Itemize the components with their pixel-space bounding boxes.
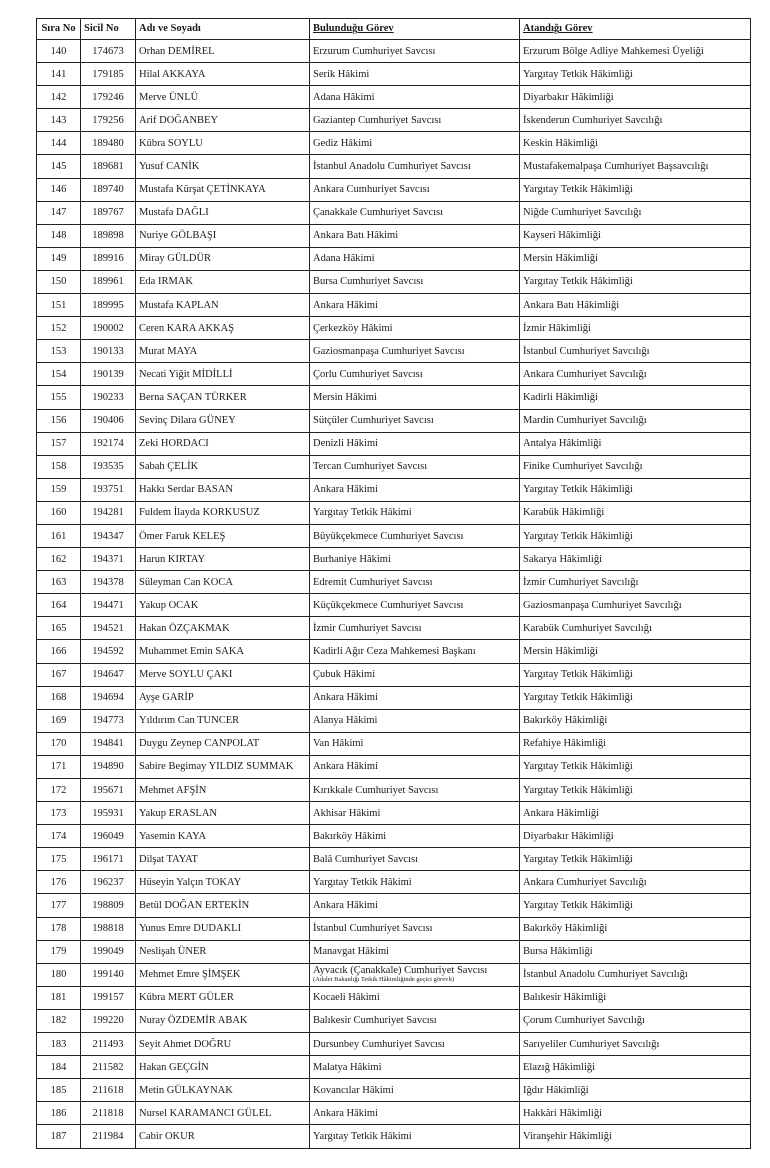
cell-sira-no: 173 xyxy=(37,802,81,825)
table-row xyxy=(37,1009,751,1032)
cell-assigned-post: Yargıtay Tetkik Hâkimliği xyxy=(520,663,751,686)
cell-sira-no: 160 xyxy=(37,501,81,524)
cell-sicil-no: 198809 xyxy=(81,894,136,917)
cell-name: Mustafa KAPLAN xyxy=(136,294,310,317)
cell-assigned-post: İstanbul Cumhuriyet Savcılığı xyxy=(520,340,751,363)
table-row xyxy=(37,594,751,617)
table-row xyxy=(37,363,751,386)
cell-name: Metin GÜLKAYNAK xyxy=(136,1079,310,1102)
cell-sicil-no: 194592 xyxy=(81,640,136,663)
cell-sira-no: 168 xyxy=(37,686,81,709)
cell-sira-no: 151 xyxy=(37,294,81,317)
header-sicil-no: Sicil No xyxy=(81,19,136,40)
cell-name: Mehmet AFŞİN xyxy=(136,779,310,802)
cell-sicil-no: 189995 xyxy=(81,294,136,317)
cell-assigned-post: Çorum Cumhuriyet Savcılığı xyxy=(520,1009,751,1032)
cell-assigned-post: Mardin Cumhuriyet Savcılığı xyxy=(520,409,751,432)
cell-assigned-post: Bursa Hâkimliği xyxy=(520,940,751,963)
cell-assigned-post: Yargıtay Tetkik Hâkimliği xyxy=(520,63,751,86)
cell-sira-no: 176 xyxy=(37,871,81,894)
cell-name: Sabire Begimay YILDIZ SUMMAK xyxy=(136,755,310,778)
table-row xyxy=(37,871,751,894)
cell-current-post: Erzurum Cumhuriyet Savcısı xyxy=(310,40,520,63)
cell-sicil-no: 194347 xyxy=(81,524,136,547)
cell-sira-no: 171 xyxy=(37,755,81,778)
cell-sira-no: 183 xyxy=(37,1033,81,1056)
table-row xyxy=(37,917,751,940)
cell-sicil-no: 193535 xyxy=(81,455,136,478)
cell-sira-no: 161 xyxy=(37,524,81,547)
cell-name: Ömer Faruk KELEŞ xyxy=(136,524,310,547)
table-row xyxy=(37,940,751,963)
cell-assigned-post: Erzurum Bölge Adliye Mahkemesi Üyeliği xyxy=(520,40,751,63)
header-current-post: Bulunduğu Görev xyxy=(310,19,520,40)
cell-current-post: Balâ Cumhuriyet Savcısı xyxy=(310,848,520,871)
cell-current-post: Gediz Hâkimi xyxy=(310,132,520,155)
table-row xyxy=(37,1079,751,1102)
table-row xyxy=(37,201,751,224)
cell-sicil-no: 190139 xyxy=(81,363,136,386)
cell-sicil-no: 196171 xyxy=(81,848,136,871)
cell-assigned-post: Yargıtay Tetkik Hâkimliği xyxy=(520,755,751,778)
cell-name: Betül DOĞAN ERTEKİN xyxy=(136,894,310,917)
cell-name: Harun KIRTAY xyxy=(136,548,310,571)
cell-current-post: Dursunbey Cumhuriyet Savcısı xyxy=(310,1033,520,1056)
table-row xyxy=(37,548,751,571)
cell-current-post: Bakırköy Hâkimi xyxy=(310,825,520,848)
cell-current-post: Ankara Hâkimi xyxy=(310,1102,520,1125)
cell-sira-no: 167 xyxy=(37,663,81,686)
cell-current-post: Kovancılar Hâkimi xyxy=(310,1079,520,1102)
table-row xyxy=(37,294,751,317)
cell-current-post: Burhaniye Hâkimi xyxy=(310,548,520,571)
cell-assigned-post: Sarıyeliler Cumhuriyet Savcılığı xyxy=(520,1033,751,1056)
cell-current-post: Büyükçekmece Cumhuriyet Savcısı xyxy=(310,524,520,547)
cell-name: Sabah ÇELİK xyxy=(136,455,310,478)
cell-sicil-no: 194471 xyxy=(81,594,136,617)
cell-current-post: Serik Hâkimi xyxy=(310,63,520,86)
cell-sicil-no: 194773 xyxy=(81,709,136,732)
table-row xyxy=(37,386,751,409)
cell-assigned-post: Bakırköy Hâkimliği xyxy=(520,709,751,732)
cell-assigned-post: Viranşehir Hâkimliği xyxy=(520,1125,751,1148)
cell-name: Nursel KARAMANCI GÜLEL xyxy=(136,1102,310,1125)
cell-current-post: Yargıtay Tetkik Hâkimi xyxy=(310,1125,520,1148)
cell-sicil-no: 199140 xyxy=(81,963,136,986)
cell-current-post: Bursa Cumhuriyet Savcısı xyxy=(310,270,520,293)
cell-sicil-no: 190233 xyxy=(81,386,136,409)
cell-name: Mustafa Kürşat ÇETİNKAYA xyxy=(136,178,310,201)
cell-sicil-no: 189916 xyxy=(81,247,136,270)
cell-assigned-post: Mersin Hâkimliği xyxy=(520,640,751,663)
cell-current-post: Gaziantep Cumhuriyet Savcısı xyxy=(310,109,520,132)
cell-name: Muhammet Emin SAKA xyxy=(136,640,310,663)
cell-name: Ceren KARA AKKAŞ xyxy=(136,317,310,340)
cell-name: Yunus Emre DUDAKLI xyxy=(136,917,310,940)
cell-sicil-no: 194694 xyxy=(81,686,136,709)
cell-name: Hakan ÖZÇAKMAK xyxy=(136,617,310,640)
cell-sicil-no: 198818 xyxy=(81,917,136,940)
cell-current-post: Akhisar Hâkimi xyxy=(310,802,520,825)
cell-sira-no: 166 xyxy=(37,640,81,663)
cell-sicil-no: 192174 xyxy=(81,432,136,455)
cell-name: Merve SOYLU ÇAKI xyxy=(136,663,310,686)
cell-sira-no: 144 xyxy=(37,132,81,155)
cell-current-post: İzmir Cumhuriyet Savcısı xyxy=(310,617,520,640)
cell-sira-no: 149 xyxy=(37,247,81,270)
cell-sira-no: 159 xyxy=(37,478,81,501)
cell-sicil-no: 174673 xyxy=(81,40,136,63)
cell-name: Mehmet Emre ŞİMŞEK xyxy=(136,963,310,986)
table-row xyxy=(37,63,751,86)
table-row xyxy=(37,1033,751,1056)
cell-assigned-post: İstanbul Anadolu Cumhuriyet Savcılığı xyxy=(520,963,751,986)
cell-sira-no: 145 xyxy=(37,155,81,178)
cell-current-post: Adana Hâkimi xyxy=(310,247,520,270)
cell-sira-no: 148 xyxy=(37,224,81,247)
cell-assigned-post: Yargıtay Tetkik Hâkimliği xyxy=(520,848,751,871)
cell-name: Seyit Ahmet DOĞRU xyxy=(136,1033,310,1056)
cell-name: Arif DOĞANBEY xyxy=(136,109,310,132)
table-row xyxy=(37,224,751,247)
cell-name: Dilşat TAYAT xyxy=(136,848,310,871)
cell-name: Hakan GEÇGİN xyxy=(136,1056,310,1079)
cell-name: Fuldem İlayda KORKUSUZ xyxy=(136,501,310,524)
cell-sira-no: 172 xyxy=(37,779,81,802)
cell-sira-no: 162 xyxy=(37,548,81,571)
cell-assigned-post: Elazığ Hâkimliği xyxy=(520,1056,751,1079)
cell-name: Hilal AKKAYA xyxy=(136,63,310,86)
table-row xyxy=(37,986,751,1009)
cell-sira-no: 187 xyxy=(37,1125,81,1148)
cell-sira-no: 170 xyxy=(37,732,81,755)
cell-name: Süleyman Can KOCA xyxy=(136,571,310,594)
cell-current-post: Ankara Batı Hâkimi xyxy=(310,224,520,247)
table-row xyxy=(37,779,751,802)
cell-sira-no: 140 xyxy=(37,40,81,63)
table-row xyxy=(37,732,751,755)
cell-assigned-post: Ankara Batı Hâkimliği xyxy=(520,294,751,317)
header-assigned-post: Atandığı Görev xyxy=(520,19,751,40)
cell-current-post: Çerkezköy Hâkimi xyxy=(310,317,520,340)
cell-assigned-post: İzmir Cumhuriyet Savcılığı xyxy=(520,571,751,594)
cell-sira-no: 169 xyxy=(37,709,81,732)
cell-sicil-no: 189767 xyxy=(81,201,136,224)
table-row xyxy=(37,409,751,432)
cell-name: Kübra SOYLU xyxy=(136,132,310,155)
table-row xyxy=(37,455,751,478)
cell-current-post: Malatya Hâkimi xyxy=(310,1056,520,1079)
cell-name: Zeki HORDACI xyxy=(136,432,310,455)
cell-assigned-post: Balıkesir Hâkimliği xyxy=(520,986,751,1009)
cell-sicil-no: 179256 xyxy=(81,109,136,132)
cell-sira-no: 178 xyxy=(37,917,81,940)
cell-sira-no: 165 xyxy=(37,617,81,640)
cell-sira-no: 152 xyxy=(37,317,81,340)
cell-current-post: Tercan Cumhuriyet Savcısı xyxy=(310,455,520,478)
cell-current-post: Kırıkkale Cumhuriyet Savcısı xyxy=(310,779,520,802)
table-row xyxy=(37,524,751,547)
cell-assigned-post: Mersin Hâkimliği xyxy=(520,247,751,270)
cell-sicil-no: 194647 xyxy=(81,663,136,686)
cell-sicil-no: 194378 xyxy=(81,571,136,594)
cell-sira-no: 142 xyxy=(37,86,81,109)
cell-sicil-no: 190133 xyxy=(81,340,136,363)
cell-name: Berna SAÇAN TÜRKER xyxy=(136,386,310,409)
cell-current-post: Ankara Hâkimi xyxy=(310,894,520,917)
cell-sira-no: 180 xyxy=(37,963,81,986)
cell-assigned-post: Yargıtay Tetkik Hâkimliği xyxy=(520,270,751,293)
cell-assigned-post: Ankara Cumhuriyet Savcılığı xyxy=(520,363,751,386)
cell-current-post: Alanya Hâkimi xyxy=(310,709,520,732)
cell-current-post: İstanbul Cumhuriyet Savcısı xyxy=(310,917,520,940)
cell-name: Necati Yiğit MİDİLLİ xyxy=(136,363,310,386)
cell-sicil-no: 194521 xyxy=(81,617,136,640)
table-body xyxy=(37,40,751,1149)
cell-sira-no: 147 xyxy=(37,201,81,224)
table-row xyxy=(37,317,751,340)
table-row xyxy=(37,755,751,778)
cell-assigned-post: Yargıtay Tetkik Hâkimliği xyxy=(520,894,751,917)
cell-sira-no: 156 xyxy=(37,409,81,432)
table-row xyxy=(37,270,751,293)
cell-assigned-post: Yargıtay Tetkik Hâkimliği xyxy=(520,779,751,802)
cell-name: Nuriye GÖLBAŞI xyxy=(136,224,310,247)
cell-sicil-no: 211618 xyxy=(81,1079,136,1102)
table-row xyxy=(37,663,751,686)
table-row xyxy=(37,617,751,640)
table-row xyxy=(37,640,751,663)
cell-current-post: Küçükçekmece Cumhuriyet Savcısı xyxy=(310,594,520,617)
table-row xyxy=(37,478,751,501)
cell-assigned-post: Finike Cumhuriyet Savcılığı xyxy=(520,455,751,478)
cell-current-post: Yargıtay Tetkik Hâkimi xyxy=(310,871,520,894)
cell-current-post: İstanbul Anadolu Cumhuriyet Savcısı xyxy=(310,155,520,178)
cell-current-post: Yargıtay Tetkik Hâkimi xyxy=(310,501,520,524)
cell-assigned-post: Refahiye Hâkimliği xyxy=(520,732,751,755)
cell-sira-no: 158 xyxy=(37,455,81,478)
cell-sicil-no: 189480 xyxy=(81,132,136,155)
cell-sicil-no: 195931 xyxy=(81,802,136,825)
cell-name: Yakup OCAK xyxy=(136,594,310,617)
cell-name: Hakkı Serdar BASAN xyxy=(136,478,310,501)
cell-assigned-post: Niğde Cumhuriyet Savcılığı xyxy=(520,201,751,224)
cell-assigned-post: Bakırköy Hâkimliği xyxy=(520,917,751,940)
cell-sira-no: 186 xyxy=(37,1102,81,1125)
cell-current-post: Kadirli Ağır Ceza Mahkemesi Başkanı xyxy=(310,640,520,663)
cell-current-post xyxy=(310,963,520,986)
cell-sicil-no: 190406 xyxy=(81,409,136,432)
cell-sicil-no: 189898 xyxy=(81,224,136,247)
current-post-note: (Adalet Bakanlığı Tetkik Hâkimliğinde geçici görevli) xyxy=(313,976,455,984)
cell-assigned-post: Ankara Hâkimliği xyxy=(520,802,751,825)
table-row xyxy=(37,247,751,270)
cell-current-post: Denizli Hâkimi xyxy=(310,432,520,455)
cell-current-post: Ankara Hâkimi xyxy=(310,294,520,317)
cell-assigned-post: Karabük Cumhuriyet Savcılığı xyxy=(520,617,751,640)
cell-assigned-post: Kayseri Hâkimliği xyxy=(520,224,751,247)
cell-name: Yasemin KAYA xyxy=(136,825,310,848)
cell-assigned-post: Karabük Hâkimliği xyxy=(520,501,751,524)
cell-assigned-post: Iğdır Hâkimliği xyxy=(520,1079,751,1102)
cell-current-post: Ankara Hâkimi xyxy=(310,478,520,501)
table-row xyxy=(37,501,751,524)
cell-current-post: Gaziosmanpaşa Cumhuriyet Savcısı xyxy=(310,340,520,363)
cell-sicil-no: 190002 xyxy=(81,317,136,340)
cell-name: Miray GÜLDÜR xyxy=(136,247,310,270)
table-row xyxy=(37,340,751,363)
cell-current-post: Manavgat Hâkimi xyxy=(310,940,520,963)
cell-sicil-no: 189681 xyxy=(81,155,136,178)
table-row xyxy=(37,894,751,917)
cell-assigned-post: Keskin Hâkimliği xyxy=(520,132,751,155)
cell-assigned-post: Sakarya Hâkimliği xyxy=(520,548,751,571)
cell-sira-no: 164 xyxy=(37,594,81,617)
cell-sicil-no: 196049 xyxy=(81,825,136,848)
cell-sicil-no: 211582 xyxy=(81,1056,136,1079)
cell-sira-no: 185 xyxy=(37,1079,81,1102)
cell-sicil-no: 194841 xyxy=(81,732,136,755)
cell-sira-no: 143 xyxy=(37,109,81,132)
cell-sira-no: 174 xyxy=(37,825,81,848)
cell-sira-no: 150 xyxy=(37,270,81,293)
cell-assigned-post: Hakkâri Hâkimliği xyxy=(520,1102,751,1125)
cell-sira-no: 153 xyxy=(37,340,81,363)
table-row xyxy=(37,132,751,155)
cell-current-post: Ankara Cumhuriyet Savcısı xyxy=(310,178,520,201)
table-row xyxy=(37,571,751,594)
cell-current-post: Ankara Hâkimi xyxy=(310,686,520,709)
cell-assigned-post: Yargıtay Tetkik Hâkimliği xyxy=(520,478,751,501)
cell-sicil-no: 211984 xyxy=(81,1125,136,1148)
table-row xyxy=(37,155,751,178)
header-sira-no: Sıra No xyxy=(37,19,81,40)
cell-name: Orhan DEMİREL xyxy=(136,40,310,63)
cell-sicil-no: 199049 xyxy=(81,940,136,963)
cell-assigned-post: Kadirli Hâkimliği xyxy=(520,386,751,409)
cell-assigned-post: İskenderun Cumhuriyet Savcılığı xyxy=(520,109,751,132)
cell-sicil-no: 211493 xyxy=(81,1033,136,1056)
cell-sicil-no: 189961 xyxy=(81,270,136,293)
appointment-table xyxy=(36,18,751,1149)
cell-current-post: Mersin Hâkimi xyxy=(310,386,520,409)
table-row xyxy=(37,432,751,455)
cell-name: Nuray ÖZDEMİR ABAK xyxy=(136,1009,310,1032)
cell-sira-no: 157 xyxy=(37,432,81,455)
cell-sicil-no: 194281 xyxy=(81,501,136,524)
table-row xyxy=(37,709,751,732)
cell-sira-no: 146 xyxy=(37,178,81,201)
cell-name: Murat MAYA xyxy=(136,340,310,363)
cell-sicil-no: 194890 xyxy=(81,755,136,778)
table-row xyxy=(37,1102,751,1125)
table-row xyxy=(37,1125,751,1148)
cell-sira-no: 141 xyxy=(37,63,81,86)
cell-sira-no: 182 xyxy=(37,1009,81,1032)
cell-name: Mustafa DAĞLI xyxy=(136,201,310,224)
table-row xyxy=(37,178,751,201)
cell-current-post: Edremit Cumhuriyet Savcısı xyxy=(310,571,520,594)
cell-assigned-post: İzmir Hâkimliği xyxy=(520,317,751,340)
cell-current-post: Ankara Hâkimi xyxy=(310,755,520,778)
table-row xyxy=(37,802,751,825)
cell-sicil-no: 189740 xyxy=(81,178,136,201)
cell-assigned-post: Diyarbakır Hâkimliği xyxy=(520,86,751,109)
cell-sira-no: 175 xyxy=(37,848,81,871)
cell-name: Neslişah ÜNER xyxy=(136,940,310,963)
cell-name: Cabir OKUR xyxy=(136,1125,310,1148)
cell-name: Hüseyin Yalçın TOKAY xyxy=(136,871,310,894)
table-row xyxy=(37,86,751,109)
cell-assigned-post: Mustafakemalpaşa Cumhuriyet Başsavcılığı xyxy=(520,155,751,178)
cell-name: Merve ÜNLÜ xyxy=(136,86,310,109)
cell-sicil-no: 179185 xyxy=(81,63,136,86)
cell-sicil-no: 193751 xyxy=(81,478,136,501)
cell-assigned-post: Antalya Hâkimliği xyxy=(520,432,751,455)
cell-current-post: Kocaeli Hâkimi xyxy=(310,986,520,1009)
cell-current-post: Çorlu Cumhuriyet Savcısı xyxy=(310,363,520,386)
table-row xyxy=(37,1056,751,1079)
cell-sira-no: 155 xyxy=(37,386,81,409)
cell-sira-no: 181 xyxy=(37,986,81,1009)
cell-name: Yusuf CANİK xyxy=(136,155,310,178)
cell-sicil-no: 195671 xyxy=(81,779,136,802)
cell-name: Duygu Zeynep CANPOLAT xyxy=(136,732,310,755)
cell-name: Kübra MERT GÜLER xyxy=(136,986,310,1009)
cell-sira-no: 177 xyxy=(37,894,81,917)
cell-assigned-post: Diyarbakır Hâkimliği xyxy=(520,825,751,848)
cell-sicil-no: 199220 xyxy=(81,1009,136,1032)
cell-assigned-post: Yargıtay Tetkik Hâkimliği xyxy=(520,178,751,201)
cell-assigned-post: Yargıtay Tetkik Hâkimliği xyxy=(520,524,751,547)
cell-assigned-post: Ankara Cumhuriyet Savcılığı xyxy=(520,871,751,894)
cell-current-post: Balıkesir Cumhuriyet Savcısı xyxy=(310,1009,520,1032)
cell-sira-no: 179 xyxy=(37,940,81,963)
table-row xyxy=(37,848,751,871)
cell-current-post: Çubuk Hâkimi xyxy=(310,663,520,686)
cell-sira-no: 184 xyxy=(37,1056,81,1079)
cell-name: Sevinç Dilara GÜNEY xyxy=(136,409,310,432)
cell-current-post: Adana Hâkimi xyxy=(310,86,520,109)
table-row xyxy=(37,686,751,709)
cell-assigned-post: Gaziosmanpaşa Cumhuriyet Savcılığı xyxy=(520,594,751,617)
cell-sicil-no: 194371 xyxy=(81,548,136,571)
table-row xyxy=(37,825,751,848)
cell-sicil-no: 211818 xyxy=(81,1102,136,1125)
cell-sira-no: 154 xyxy=(37,363,81,386)
current-post-text: Ayvacık (Çanakkale) Cumhuriyet Savcısı xyxy=(313,965,488,977)
cell-sicil-no: 199157 xyxy=(81,986,136,1009)
table-row xyxy=(37,963,751,986)
table-row xyxy=(37,40,751,63)
header-row xyxy=(37,19,751,40)
cell-sira-no: 163 xyxy=(37,571,81,594)
table-row xyxy=(37,109,751,132)
cell-name: Yıldırım Can TUNCER xyxy=(136,709,310,732)
cell-name: Eda IRMAK xyxy=(136,270,310,293)
cell-current-post: Van Hâkimi xyxy=(310,732,520,755)
cell-sicil-no: 179246 xyxy=(81,86,136,109)
cell-current-post: Sütçüler Cumhuriyet Savcısı xyxy=(310,409,520,432)
header-name: Adı ve Soyadı xyxy=(136,19,310,40)
cell-current-post: Çanakkale Cumhuriyet Savcısı xyxy=(310,201,520,224)
cell-name: Yakup ERASLAN xyxy=(136,802,310,825)
cell-assigned-post: Yargıtay Tetkik Hâkimliği xyxy=(520,686,751,709)
cell-sicil-no: 196237 xyxy=(81,871,136,894)
cell-name: Ayşe GARİP xyxy=(136,686,310,709)
